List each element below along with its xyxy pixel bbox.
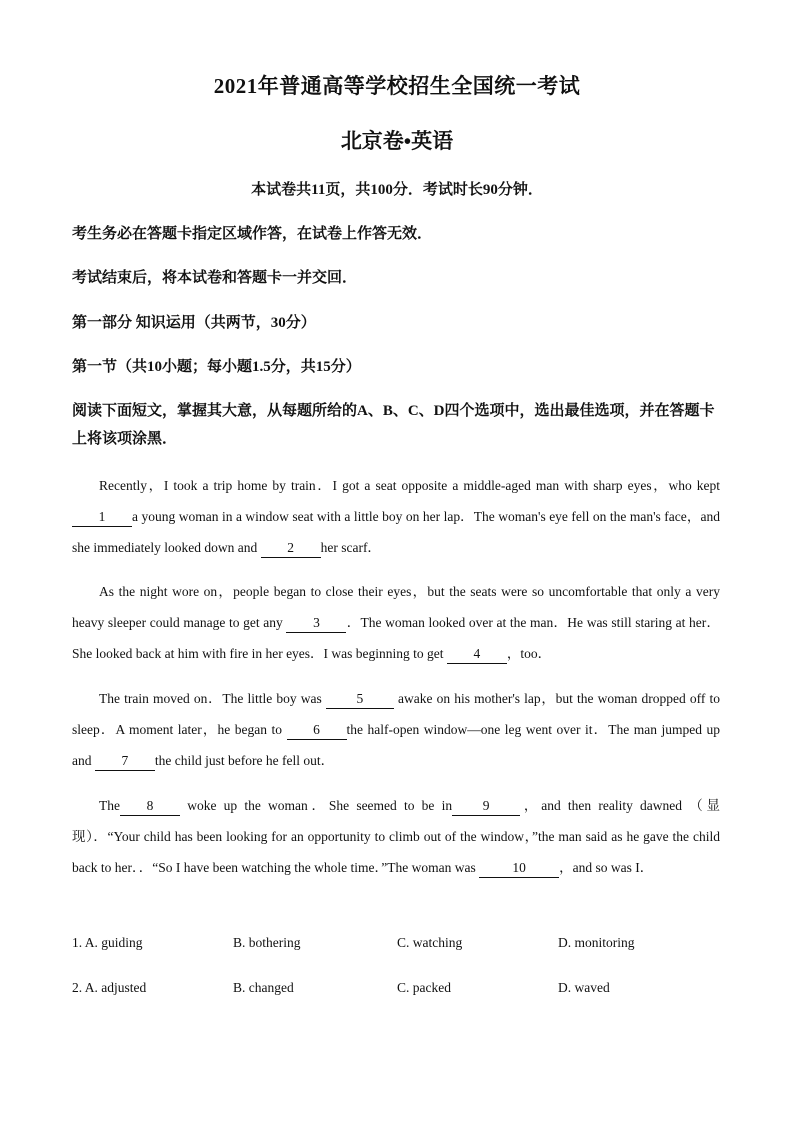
passage-text: woke up the woman．She seemed to be in [187,798,453,813]
notice-1: 考生务必在答题卡指定区域作答，在试卷上作答无效． [72,226,433,242]
passage-text: As the night wore on，people began to close their eyes，but the seats were so uncomfortable that only a very heavy sleeper could manage to get any [72,584,720,630]
option-b: B. changed [233,980,294,995]
passage-text: ，and so was I． [559,860,654,875]
passage-text: awake on his mother's lap，but the woman dropped off to sleep．A moment later，he began to [72,691,721,737]
blank-7: 7 [95,752,155,771]
passage-text: The train moved on．The little boy was [99,691,322,706]
passage-text: ．The woman looked over at the man．He was still staring at her．She looked back at him with fire in her eyes．I was beginning to get [72,615,721,661]
blank-9: 9 [452,797,520,816]
exam-subject-title: 北京卷•英语 [340,129,454,153]
instruction-text: 阅读下面短文，掌握其大意，从每题所给的A、B、C、D四个选项中，选出最佳选项，并在答题卡上将该项涂黑． [72,403,715,447]
blank-6: 6 [287,721,347,740]
passage-text: Recently，I took a trip home by train．I got a seat opposite a middle-aged man with sharp eyes，who kept [99,478,720,493]
option-c: C. watching [397,935,463,950]
subsection-heading: 第一节（共10小题；每小题1.5分，共15分） [72,359,361,375]
passage-paragraph-1 [72,470,720,563]
notice-2: 考试结束后，将本试卷和答题卡一并交回． [72,270,358,286]
question-1-options [72,935,732,955]
blank-4: 4 [447,645,507,664]
option-d: D. monitoring [558,935,635,950]
part-heading: 第一部分 知识运用（共两节，30分） [72,315,316,331]
passage-text: the half-open window—one leg went over it．The man jumped up and [72,722,720,768]
option-a: 2. A. adjusted [72,980,147,995]
blank-1: 1 [72,508,132,527]
passage-text: The [99,798,120,813]
option-b: B. bothering [233,935,301,950]
blank-3: 3 [286,614,346,633]
blank-10: 10 [479,859,559,878]
passage-text: a young woman in a window seat with a little boy on her lap．The woman's eye fell on the man's face，and she immediately looked down and [72,509,720,555]
passage-text: the child just before he fell out． [154,753,335,768]
passage-paragraph-3 [72,683,720,776]
option-d: D. waved [558,980,610,995]
passage-paragraph-4 [72,790,720,883]
passage-paragraph-2 [72,576,720,669]
passage-text: her scarf． [320,540,381,555]
blank-5: 5 [326,690,394,709]
exam-meta: 本试卷共11页，共100分．考试时长90分钟． [251,182,543,198]
option-c: C. packed [397,980,451,995]
blank-2: 2 [261,539,321,558]
exam-title: 2021年普通高等学校招生全国统一考试 [213,74,581,98]
passage-text: ，and then reality dawned （显现）．“Your child has been looking for an opportunity to climb out of the window，”the man said as he gave the child back to her．．“So I have been watching the whole time．”The woman was [72,798,721,875]
question-2-options [72,980,732,1000]
blank-8: 8 [120,797,180,816]
option-a: 1. A. guiding [72,935,143,950]
passage-text: ，too． [506,646,552,661]
